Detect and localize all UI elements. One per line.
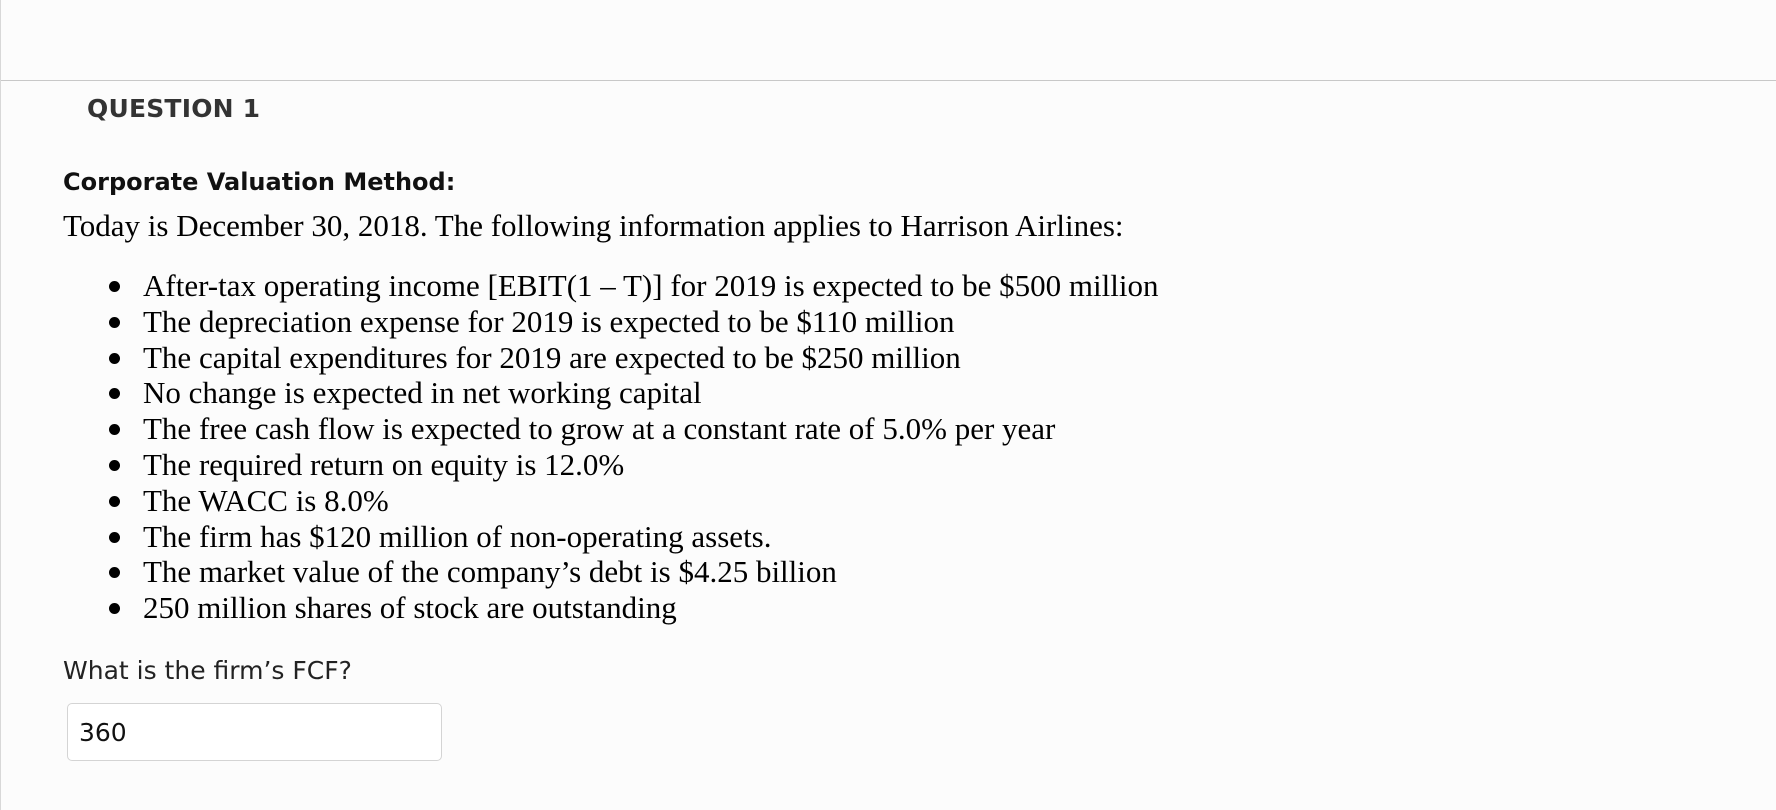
bullet-icon — [109, 388, 120, 399]
list-item — [63, 268, 1159, 304]
list-item — [63, 554, 1159, 590]
list-item-text: No change is expected in net working capital — [143, 375, 702, 411]
section-title: Corporate Valuation Method: — [63, 168, 456, 196]
question-heading: QUESTION 1 — [87, 94, 261, 123]
list-item — [63, 411, 1159, 447]
bullet-icon — [109, 603, 120, 614]
list-item — [63, 447, 1159, 483]
facts-list — [63, 268, 1159, 626]
list-item-text: The capital expenditures for 2019 are expected to be $250 million — [143, 339, 961, 375]
bullet-icon — [109, 353, 120, 364]
list-item-text: The required return on equity is 12.0% — [143, 446, 625, 482]
answer-input[interactable] — [67, 703, 442, 761]
list-item-text: The free cash flow is expected to grow at a constant rate of 5.0% per year — [143, 411, 1056, 447]
list-item-text: After-tax operating income [EBIT(1 – T)] for 2019 is expected to be $500 million — [143, 268, 1159, 303]
question-prompt: What is the firm’s FCF? — [63, 656, 352, 685]
bullet-icon — [109, 317, 120, 328]
list-item-text: The market value of the company’s debt is $4.25 billion — [143, 554, 837, 590]
bullet-icon — [109, 532, 120, 543]
top-bar — [1, 0, 1776, 81]
intro-text: Today is December 30, 2018. The following information applies to Harrison Airlines: — [63, 208, 1124, 243]
list-item — [63, 375, 1159, 411]
list-item — [63, 483, 1159, 519]
bullet-icon — [109, 281, 120, 292]
list-item-text: The firm has $120 million of non-operating assets. — [143, 518, 772, 554]
bullet-icon — [109, 567, 120, 578]
bullet-icon — [109, 424, 120, 435]
list-item-text: The depreciation expense for 2019 is expected to be $110 million — [143, 303, 955, 339]
list-item — [63, 519, 1159, 555]
list-item — [63, 590, 1159, 626]
list-item — [63, 340, 1159, 376]
list-item-text: The WACC is 8.0% — [143, 482, 389, 518]
bullet-icon — [109, 496, 120, 507]
bullet-icon — [109, 460, 120, 471]
list-item-text: 250 million shares of stock are outstanding — [143, 590, 677, 626]
list-item — [63, 304, 1159, 340]
